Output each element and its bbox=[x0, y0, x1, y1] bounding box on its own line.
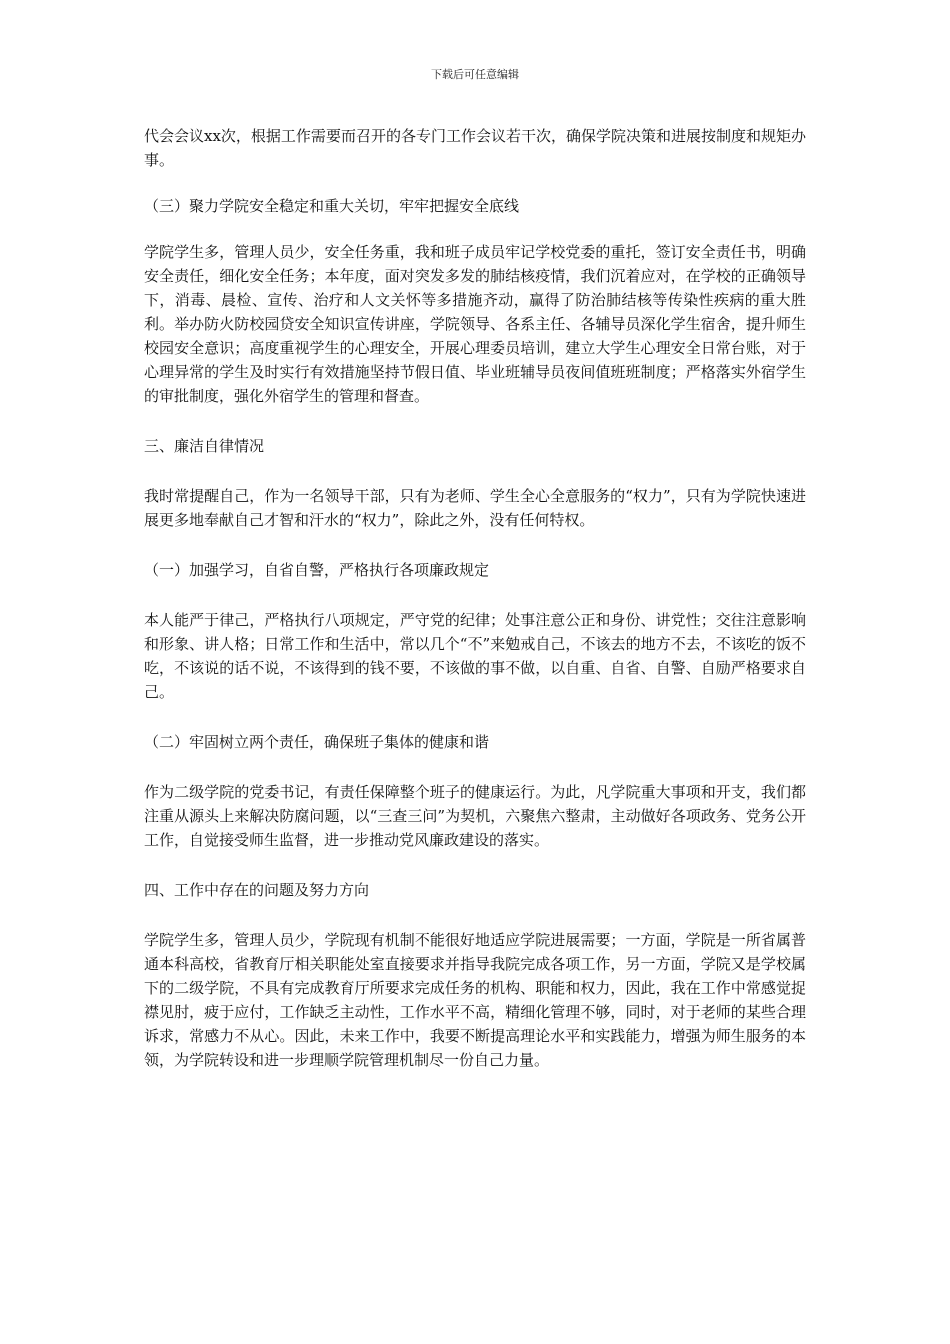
page-header: 下载后可任意编辑 bbox=[431, 68, 519, 81]
paragraph-meetings: 代会会议xx次，根据工作需要而召开的各专门工作会议若干次，确保学院决策和进展按制度和规矩办事。 bbox=[144, 127, 806, 169]
paragraph-integrity: 我时常提醒自己，作为一名领导干部，只有为老师、学生全心全意服务的“权力”，只有为学院快速进展更多地奉献自己才智和汗水的“权力”，除此之外，没有任何特权。 bbox=[144, 487, 806, 529]
document-body bbox=[144, 124, 806, 1072]
paragraph-responsibility: 作为二级学院的党委书记，有责任保障整个班子的健康运行。为此，凡学院重大事项和开支，我们都注重从源头上来解决防腐问题，以“三查三问”为契机，六聚焦六整肃，主动做好各项政务、党务公开工作，自觉接受师生监督，进一步推动党风廉政建设的落实。 bbox=[144, 783, 806, 849]
heading-problems: 四、工作中存在的问题及努力方向 bbox=[144, 881, 370, 899]
heading-study: （一）加强学习，自省自警，严格执行各项廉政规定 bbox=[144, 561, 490, 579]
heading-integrity: 三、廉洁自律情况 bbox=[144, 437, 265, 455]
paragraph-problems: 学院学生多，管理人员少，学院现有机制不能很好地适应学院进展需要；一方面，学院是一所省属普通本科高校，省教育厅相关职能处室直接要求并指导我院完成各项工作，另一方面，学院又是学校属下的二级学院，不具有完成教育厅所要求完成任务的机构、职能和权力，因此，我在工作中常感觉捉襟见肘，疲于应付，工作缺乏主动性，工作水平不高，精细化管理不够，同时，对于老师的某些合理诉求，常感力不从心。因此，未来工作中，我要不断提高理论水平和实践能力，增强为师生服务的本领，为学院转设和进一步理顺学院管理机制尽一份自己力量。 bbox=[144, 931, 806, 1069]
paragraph-self-discipline: 本人能严于律己，严格执行八项规定，严守党的纪律；处事注意公正和身份、讲党性；交往注意影响和形象、讲人格；日常工作和生活中，常以几个“不”来勉戒自己，不该去的地方不去，不该吃的饭不吃，不该说的话不说，不该得到的钱不要，不该做的事不做，以自重、自省、自警、自励严格要求自己。 bbox=[144, 611, 806, 701]
paragraph-safety: 学院学生多，管理人员少，安全任务重，我和班子成员牢记学校党委的重托，签订安全责任书，明确安全责任，细化安全任务；本年度，面对突发多发的肺结核疫情，我们沉着应对，在学校的正确领导下，消毒、晨检、宣传、治疗和人文关怀等多措施齐动，赢得了防治肺结核等传染性疾病的重大胜利。举办防火防校园贷安全知识宣传讲座，学院领导、各系主任、各辅导员深化学生宿舍，提升师生校园安全意识；高度重视学生的心理安全，开展心理委员培训，建立大学生心理安全日常台账，对于心理异常的学生及时实行有效措施坚持节假日值、毕业班辅导员夜间值班班制度；严格落实外宿学生的审批制度，强化外宿学生的管理和督查。 bbox=[144, 243, 806, 405]
heading-responsibility: （二）牢固树立两个责任，确保班子集体的健康和谐 bbox=[144, 733, 490, 751]
heading-safety: （三）聚力学院安全稳定和重大关切，牢牢把握安全底线 bbox=[144, 197, 520, 215]
